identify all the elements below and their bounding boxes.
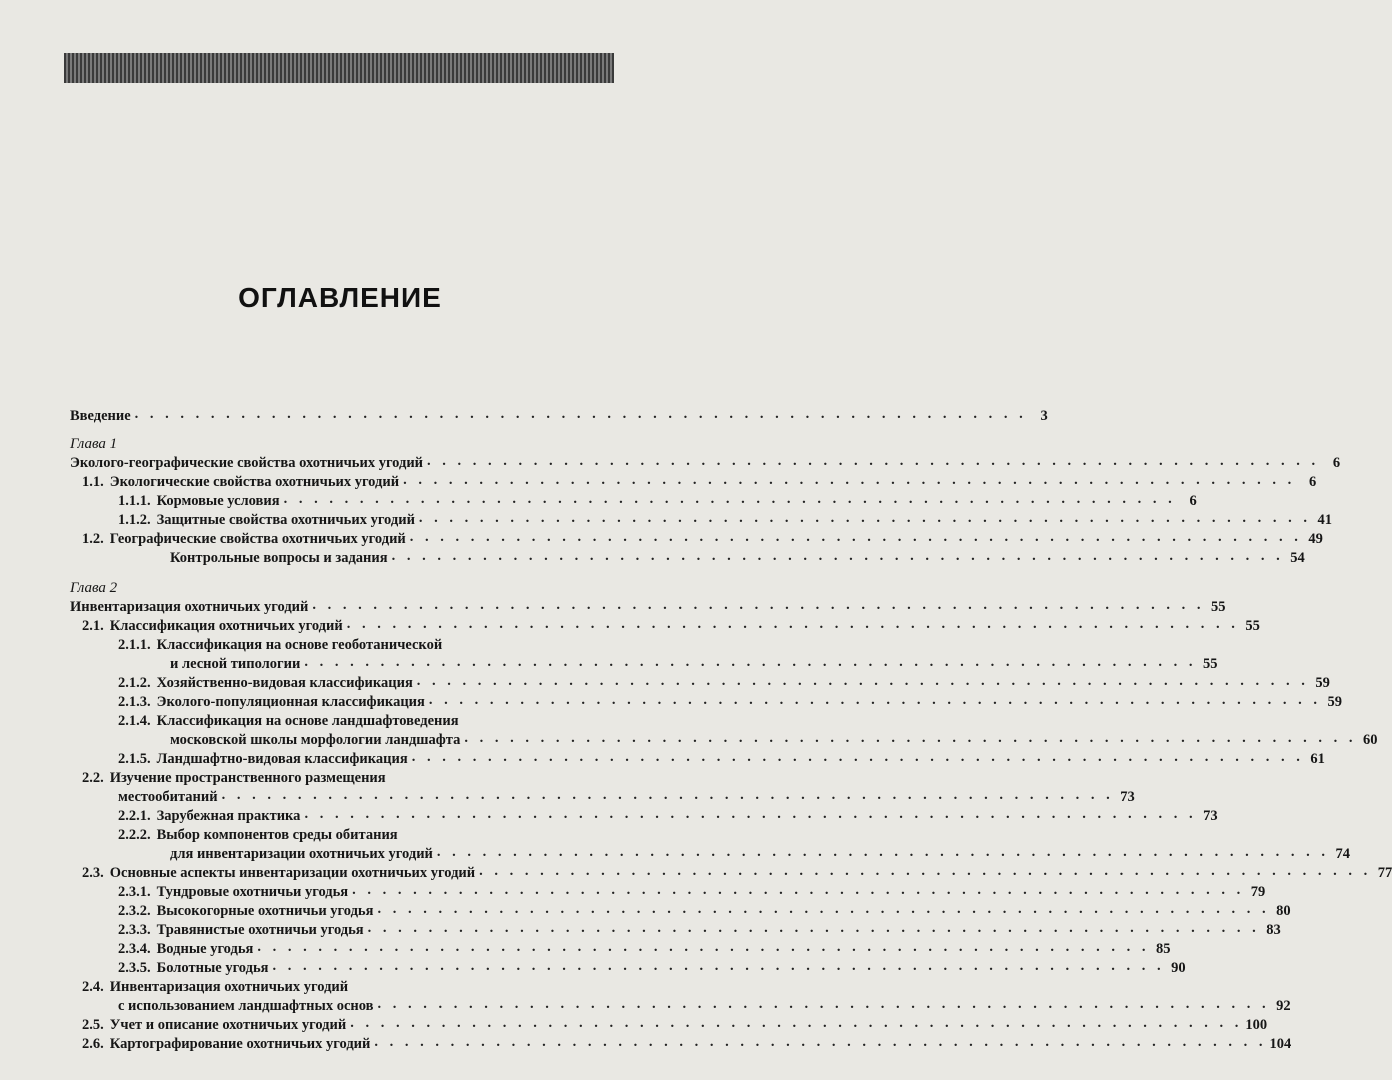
toc-entry	[70, 673, 1330, 692]
toc-entry	[70, 882, 1266, 901]
toc-page-number: 55	[1202, 656, 1218, 672]
toc-entry-number: 2.1.1.	[118, 637, 151, 653]
toc-dot-leader: . . . . . . . . . . . . . . . . . . . . . . . . . . . . . . . . . . . . . . . . . . . . . . . . . . . . . . . . . . .	[416, 673, 1309, 689]
toc-page-number: 61	[1310, 751, 1325, 767]
toc-entry-number: 2.5.	[82, 1017, 104, 1033]
toc-dot-leader: . . . . . . . . . . . . . . . . . . . . . . . . . . . . . . . . . . . . . . . . . . . . . . . . . . . . . . . . . . .	[283, 491, 1176, 507]
toc-entry-title: Географические свойства охотничьих угодий	[109, 531, 406, 547]
toc-page-number: 79	[1250, 884, 1266, 900]
toc-entry-number: 1.1.2.	[118, 512, 151, 528]
toc-dot-leader: . . . . . . . . . . . . . . . . . . . . . . . . . . . . . . . . . . . . . . . . . . . . . . . . . . . . . . . . . . .	[374, 1034, 1267, 1050]
toc-dot-leader: . . . . . . . . . . . . . . . . . . . . . . . . . . . . . . . . . . . . . . . . . . . . . . . . . . . . . . . . . . .	[427, 453, 1320, 469]
toc-entry	[70, 472, 1317, 491]
toc-entry-number: 2.2.1.	[118, 808, 151, 824]
toc-page-number: 3	[1040, 408, 1048, 424]
toc-entry-title: Инвентаризация охотничьих угодий	[70, 599, 309, 615]
toc-entry	[70, 406, 1048, 425]
toc-entry-title: Классификация на основе геоботанической	[156, 637, 443, 653]
toc-entry-title: Контрольные вопросы и задания	[170, 550, 388, 566]
toc-entry	[70, 692, 1342, 711]
toc-entry-title: с использованием ландшафтных основ	[118, 998, 374, 1014]
toc-entry	[70, 749, 1325, 768]
toc-entry	[70, 844, 1351, 863]
toc-entry-title: Учет и описание охотничьих угодий	[109, 1017, 347, 1033]
toc-entry-number: 2.3.5.	[118, 960, 151, 976]
toc-entry	[70, 1015, 1268, 1034]
toc-entry-title: Тундровые охотничьи угодья	[156, 884, 349, 900]
toc-entry	[70, 920, 1281, 939]
toc-page-number: 77	[1377, 865, 1392, 881]
toc-entry-title: Эколого-географические свойства охотничьих угодий	[70, 455, 424, 471]
toc-entry-number: 2.6.	[82, 1036, 104, 1052]
toc-page-number: 90	[1171, 960, 1186, 976]
toc-entry-number: 2.2.2.	[118, 827, 151, 843]
toc-chapter-heading	[70, 578, 628, 597]
toc-entry-title: Ландшафтно-видовая классификация	[156, 751, 408, 767]
toc-entry-title: Высокогорные охотничьи угодья	[156, 903, 374, 919]
toc-entry	[70, 825, 628, 844]
toc-entry	[70, 996, 1291, 1015]
toc-entry	[70, 977, 628, 996]
toc-entry	[70, 597, 1226, 616]
toc-dot-leader: . . . . . . . . . . . . . . . . . . . . . . . . . . . . . . . . . . . . . . . . . . . . . . . . . . . . . . . . . . .	[304, 806, 1197, 822]
toc-entry-title: местообитаний	[118, 789, 218, 805]
toc-dot-leader: . . . . . . . . . . . . . . . . . . . . . . . . . . . . . . . . . . . . . . . . . . . . . . . . . . . . . . . . . . .	[272, 958, 1165, 974]
toc-dot-leader: . . . . . . . . . . . . . . . . . . . . . . . . . . . . . . . . . . . . . . . . . . . . . . . . . . . . . . . . . . .	[377, 996, 1270, 1012]
toc-entry-title: Водные угодья	[156, 941, 254, 957]
toc-page-number: 55	[1211, 599, 1226, 615]
toc-entry	[70, 510, 1333, 529]
toc-entry-title: Изучение пространственного размещения	[109, 770, 386, 786]
toc-dot-leader: . . . . . . . . . . . . . . . . . . . . . . . . . . . . . . . . . . . . . . . . . . . . . . . . . . . . . . . . . . .	[479, 863, 1372, 879]
toc-entry-number: 2.2.	[82, 770, 104, 786]
toc-entry	[70, 787, 1135, 806]
toc-page-number: 54	[1290, 550, 1305, 566]
toc-entry	[70, 529, 1323, 548]
toc-page-number: 59	[1315, 675, 1330, 691]
toc-entry-title: Картографирование охотничьих угодий	[109, 1036, 371, 1052]
toc-entry-title: Травянистые охотничьи угодья	[156, 922, 364, 938]
toc-page-number: 80	[1276, 903, 1291, 919]
toc-dot-leader: . . . . . . . . . . . . . . . . . . . . . . . . . . . . . . . . . . . . . . . . . . . . . . . . . . . . . . . . . . .	[409, 529, 1302, 545]
toc-entry-number: 2.3.1.	[118, 884, 151, 900]
toc-entry-number: 2.3.3.	[118, 922, 151, 938]
toc-entry-title: и лесной типологии	[170, 656, 301, 672]
toc-entry	[70, 806, 1218, 825]
toc-dot-leader: . . . . . . . . . . . . . . . . . . . . . . . . . . . . . . . . . . . . . . . . . . . . . . . . . . . . . . . . . . .	[304, 654, 1197, 670]
toc-page-number: 60	[1362, 732, 1378, 748]
toc-page-number: 100	[1245, 1017, 1268, 1033]
toc-entry-title: Основные аспекты инвентаризации охотничьих угодий	[109, 865, 476, 881]
toc-entry-title: Глава 1	[70, 436, 118, 452]
toc-page-number: 55	[1245, 618, 1260, 634]
toc-page-number: 73	[1203, 808, 1218, 824]
toc-entry-title: Экологические свойства охотничьих угодий	[109, 474, 400, 490]
toc-dot-leader: . . . . . . . . . . . . . . . . . . . . . . . . . . . . . . . . . . . . . . . . . . . . . . . . . . . . . . . . . . .	[134, 406, 1027, 422]
toc-entry	[70, 711, 628, 730]
toc-page-number: 85	[1155, 941, 1171, 957]
toc-dot-leader: . . . . . . . . . . . . . . . . . . . . . . . . . . . . . . . . . . . . . . . . . . . . . . . . . . . . . . . . . . .	[436, 844, 1330, 860]
toc-entry-title: Выбор компонентов среды обитания	[156, 827, 398, 843]
toc-entry	[70, 939, 1171, 958]
toc-entry	[70, 548, 1305, 567]
toc-entry-title: Болотные угодья	[156, 960, 269, 976]
toc-entry-number: 2.1.3.	[118, 694, 151, 710]
toc-entry-title: Зарубежная практика	[156, 808, 301, 824]
page-title: ОГЛАВЛЕНИЕ	[238, 282, 442, 313]
toc-entry-number: 2.1.5.	[118, 751, 151, 767]
toc-entry-number: 2.1.	[82, 618, 104, 634]
toc-entry-title: Эколого-популяционная классификация	[156, 694, 425, 710]
toc-entry-number: 2.3.2.	[118, 903, 151, 919]
toc-entry	[70, 901, 1291, 920]
toc-entry-title: Кормовые условия	[156, 493, 280, 509]
toc-entry-title: московской школы морфологии ландшафта	[170, 732, 461, 748]
toc-dot-leader: . . . . . . . . . . . . . . . . . . . . . . . . . . . . . . . . . . . . . . . . . . . . . . . . . . . . . . . . . . .	[352, 882, 1245, 898]
toc-page-number: 6	[1332, 455, 1341, 471]
toc-entry-number: 2.4.	[82, 979, 104, 995]
toc-entry	[70, 654, 1218, 673]
toc-dot-leader: . . . . . . . . . . . . . . . . . . . . . . . . . . . . . . . . . . . . . . . . . . . . . . . . . . . . . . . . . . .	[367, 920, 1260, 936]
toc-page-number: 6	[1308, 474, 1317, 490]
toc-dot-leader: . . . . . . . . . . . . . . . . . . . . . . . . . . . . . . . . . . . . . . . . . . . . . . . . . . . . . . . . . . .	[391, 548, 1284, 564]
toc-dot-leader: . . . . . . . . . . . . . . . . . . . . . . . . . . . . . . . . . . . . . . . . . . . . . . . . . . . . . . . . . . .	[403, 472, 1296, 488]
toc-entry-title: Хозяйственно-видовая классификация	[156, 675, 413, 691]
toc-dot-leader: . . . . . . . . . . . . . . . . . . . . . . . . . . . . . . . . . . . . . . . . . . . . . . . . . . . . . . . . . . .	[346, 616, 1239, 632]
toc-entry	[70, 491, 1197, 510]
toc-dot-leader: . . . . . . . . . . . . . . . . . . . . . . . . . . . . . . . . . . . . . . . . . . . . . . . . . . . . . . . . . . .	[464, 730, 1357, 746]
toc-dot-leader: . . . . . . . . . . . . . . . . . . . . . . . . . . . . . . . . . . . . . . . . . . . . . . . . . . . . . . . . . . .	[257, 939, 1150, 955]
toc-entry-title: Инвентаризация охотничьих угодий	[109, 979, 349, 995]
toc-page-number: 73	[1120, 789, 1135, 805]
page-header-bar	[64, 53, 614, 83]
toc-entry-title: для инвентаризации охотничьих угодий	[170, 846, 433, 862]
toc-entry-title: Введение	[70, 408, 131, 424]
toc-entry	[70, 730, 1378, 749]
toc-entry-number: 2.3.	[82, 865, 104, 881]
toc-page-number: 104	[1269, 1036, 1292, 1052]
toc-dot-leader: . . . . . . . . . . . . . . . . . . . . . . . . . . . . . . . . . . . . . . . . . . . . . . . . . . . . . . . . . . .	[418, 510, 1312, 526]
toc-page-number: 49	[1308, 531, 1323, 547]
toc-entry-number: 1.1.	[82, 474, 104, 490]
toc-entry-number: 2.3.4.	[118, 941, 151, 957]
toc-entry	[70, 768, 628, 787]
toc-entry-number: 1.2.	[82, 531, 104, 547]
toc-entry-title: Классификация на основе ландшафтоведения	[156, 713, 459, 729]
toc-dot-leader: . . . . . . . . . . . . . . . . . . . . . . . . . . . . . . . . . . . . . . . . . . . . . . . . . . . . . . . . . . .	[221, 787, 1114, 803]
toc-entry	[70, 453, 1341, 472]
toc-entry-number: 2.1.2.	[118, 675, 151, 691]
toc-chapter-heading	[70, 434, 628, 453]
toc-entry	[70, 635, 628, 654]
toc-entry-title: Защитные свойства охотничьих угодий	[156, 512, 415, 528]
toc-entry	[70, 958, 1186, 977]
toc-page-number: 74	[1335, 846, 1351, 862]
toc-entry-title: Глава 2	[70, 580, 118, 596]
toc-dot-leader: . . . . . . . . . . . . . . . . . . . . . . . . . . . . . . . . . . . . . . . . . . . . . . . . . . . . . . . . . . .	[411, 749, 1304, 765]
toc-page-number: 83	[1266, 922, 1281, 938]
toc-entry	[70, 616, 1260, 635]
toc-dot-leader: . . . . . . . . . . . . . . . . . . . . . . . . . . . . . . . . . . . . . . . . . . . . . . . . . . . . . . . . . . .	[428, 692, 1321, 708]
toc-page-number: 41	[1317, 512, 1333, 528]
toc-dot-leader: . . . . . . . . . . . . . . . . . . . . . . . . . . . . . . . . . . . . . . . . . . . . . . . . . . . . . . . . . . .	[377, 901, 1270, 917]
toc-entry-number: 1.1.1.	[118, 493, 151, 509]
toc-page-number: 92	[1276, 998, 1291, 1014]
toc-entry-number: 2.1.4.	[118, 713, 151, 729]
toc-dot-leader: . . . . . . . . . . . . . . . . . . . . . . . . . . . . . . . . . . . . . . . . . . . . . . . . . . . . . . . . . . .	[350, 1015, 1243, 1031]
toc-entry-title: Классификация охотничьих угодий	[109, 618, 343, 634]
toc-page-number: 6	[1189, 493, 1197, 509]
toc-entry	[70, 863, 1392, 882]
toc-page-number: 59	[1327, 694, 1342, 710]
toc-dot-leader: . . . . . . . . . . . . . . . . . . . . . . . . . . . . . . . . . . . . . . . . . . . . . . . . . . . . . . . . . . .	[312, 597, 1205, 613]
toc-entry	[70, 1034, 1292, 1053]
